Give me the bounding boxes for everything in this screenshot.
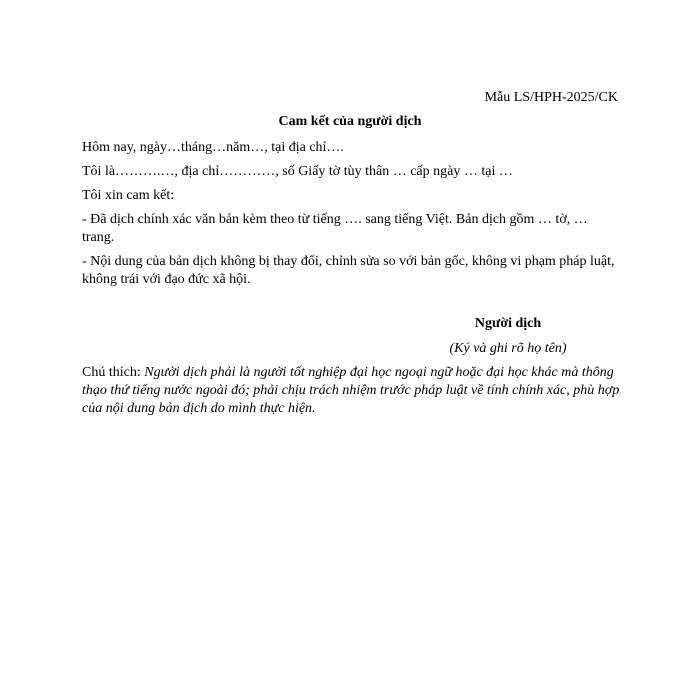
date-location-line: Hôm nay, ngày…tháng…năm…, tại địa chỉ…. [82, 140, 344, 155]
signature-title: Người dịch [474, 316, 542, 331]
commitment-content-line: - Nội dung của bản dịch không bị thay đổi, chỉnh sửa so với bản gốc, không vi phạm pháp luật, không trái với đạo đức xã hội. [82, 254, 615, 287]
note-label: Chú thích: [82, 365, 141, 380]
translator-identity-line: Tôi là……….…, địa chỉ…………, số Giấy tờ tùy thân … cấp ngày … tại … [82, 164, 513, 179]
document-title: Cam kết của người dịch [278, 114, 422, 129]
form-code: Mẫu LS/HPH-2025/CK [484, 90, 618, 105]
note-text: Người dịch phải là người tốt nghiệp đại học ngoại ngữ hoặc đại học khác mà thông thạo thứ tiếng nước ngoài đó; phải chịu trách nhiệm trước pháp luật về tính chính xác, phù hợp của nội dung bản dịch do mình thực hiện. [82, 365, 620, 416]
commitment-intro-line: Tôi xin cam kết: [82, 188, 175, 203]
note-paragraph [82, 364, 622, 418]
commitment-accuracy-line: - Đã dịch chính xác văn bản kèm theo từ tiếng …. sang tiếng Việt. Bản dịch gồm … tờ, … trang. [82, 212, 588, 245]
signature-subtitle: (Ký và ghi rõ họ tên) [449, 341, 567, 356]
